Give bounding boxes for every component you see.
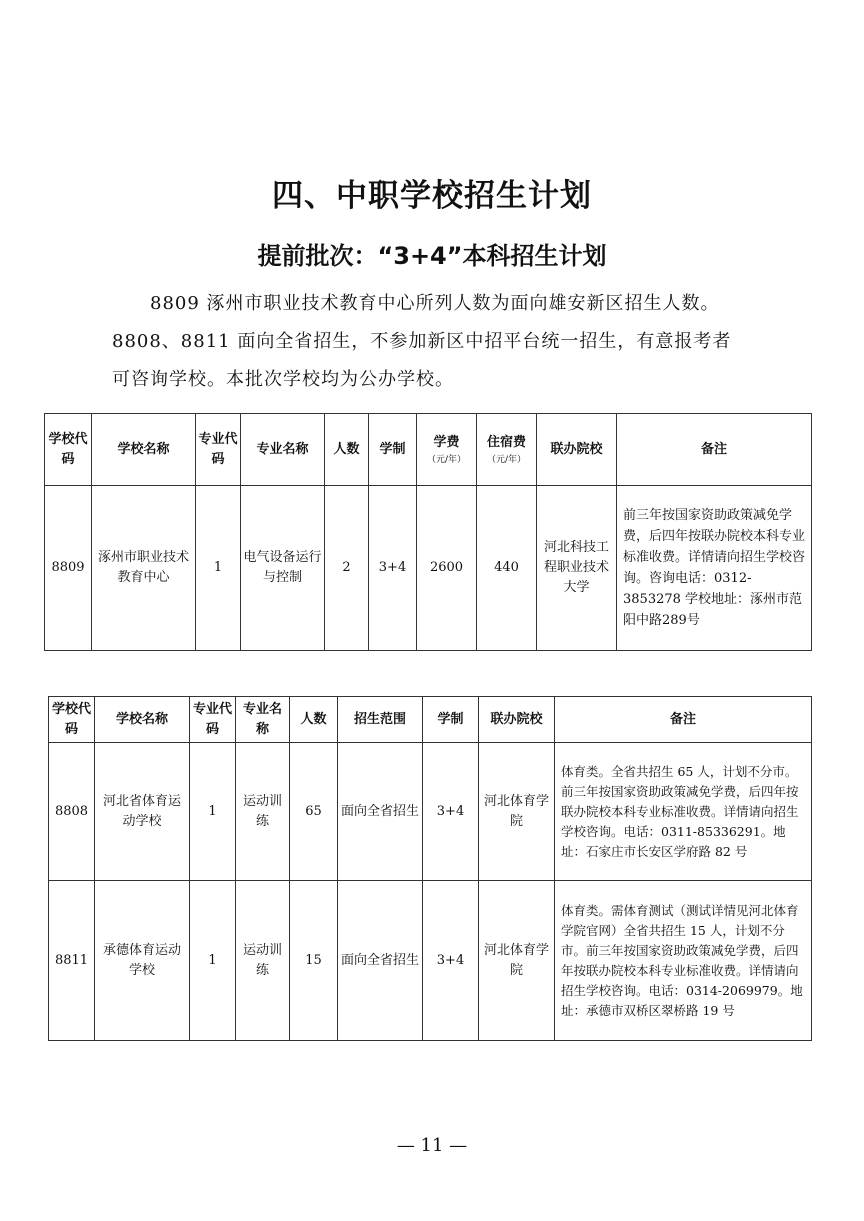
- cell-major-code: 1: [190, 743, 236, 881]
- cell-school-code: 8809: [45, 486, 92, 651]
- cell-partner: 河北体育学院: [479, 881, 555, 1041]
- header-tuition-unit: （元/年）: [426, 454, 467, 465]
- cell-system: 3+4: [369, 486, 417, 651]
- enrollment-table-2: [48, 696, 812, 1041]
- cell-count: 65: [290, 743, 338, 881]
- table-row: [45, 486, 812, 651]
- cell-scope: 面向全省招生: [338, 743, 423, 881]
- cell-note: 体育类。全省共招生 65 人，计划不分市。前三年按国家资助政策减免学费，后四年按联办院校本科专业标准收费。详情请向招生学校咨询。电话：0311-85336291。地址：石家庄市长安区学府路 82 号: [555, 743, 812, 881]
- header-partner: 联办院校: [479, 697, 555, 743]
- header-major-name: 专业名称: [236, 697, 290, 743]
- cell-system: 3+4: [423, 881, 479, 1041]
- cell-count: 15: [290, 881, 338, 1041]
- header-note: 备注: [555, 697, 812, 743]
- intro-line-3: 可咨询学校。本批次学校均为公办学校。: [112, 369, 454, 390]
- header-scope: 招生范围: [338, 697, 423, 743]
- table-header-row: [49, 697, 812, 743]
- table-row: [49, 881, 812, 1041]
- header-lodging-unit: （元/年）: [486, 454, 527, 465]
- header-note: 备注: [617, 414, 812, 486]
- header-school-name: 学校名称: [92, 414, 196, 486]
- header-school-name: 学校名称: [95, 697, 190, 743]
- cell-major-name: 电气设备运行与控制: [241, 486, 325, 651]
- cell-partner: 河北体育学院: [479, 743, 555, 881]
- cell-school-name: 涿州市职业技术教育中心: [92, 486, 196, 651]
- cell-scope: 面向全省招生: [338, 881, 423, 1041]
- header-count: 人数: [325, 414, 369, 486]
- intro-line-2: 8808、8811 面向全省招生，不参加新区中招平台统一招生，有意报考者: [112, 331, 732, 352]
- intro-text: [112, 285, 772, 399]
- table-header-row: [45, 414, 812, 486]
- cell-count: 2: [325, 486, 369, 651]
- header-partner: 联办院校: [537, 414, 617, 486]
- cell-note: 前三年按国家资助政策减免学费，后四年按联办院校本科专业标准收费。详情请向招生学校咨询。咨询电话：0312-3853278 学校地址：涿州市范阳中路289号: [617, 486, 812, 651]
- header-major-name: 专业名称: [241, 414, 325, 486]
- cell-school-code: 8811: [49, 881, 95, 1041]
- section-subtitle: 提前批次：“3+4”本科招生计划: [257, 242, 607, 270]
- cell-school-code: 8808: [49, 743, 95, 881]
- header-system: 学制: [369, 414, 417, 486]
- header-lodging-label: 住宿费: [486, 434, 526, 450]
- header-count: 人数: [290, 697, 338, 743]
- cell-school-name: 河北省体育运动学校: [95, 743, 190, 881]
- header-school-code: 学校代码: [49, 697, 95, 743]
- table-row: [49, 743, 812, 881]
- intro-line-1: 8809 涿州市职业技术教育中心所列人数为面向雄安新区招生人数。: [150, 293, 720, 314]
- header-major-code: 专业代码: [190, 697, 236, 743]
- enrollment-table-1: [44, 413, 812, 651]
- cell-major-name: 运动训练: [236, 881, 290, 1041]
- header-tuition: [417, 414, 477, 486]
- cell-lodging: 440: [477, 486, 537, 651]
- page-number: — 11 —: [396, 1135, 468, 1156]
- header-major-code: 专业代码: [196, 414, 241, 486]
- cell-note: 体育类。需体育测试（测试详情见河北体育学院官网）全省共招生 15 人，计划不分市。前三年按国家资助政策减免学费，后四年按联办院校本科专业标准收费。详情请向招生学校咨询。电话：0314-2069979。地址：承德市双桥区翠桥路 19 号: [555, 881, 812, 1041]
- cell-tuition: 2600: [417, 486, 477, 651]
- cell-school-name: 承德体育运动学校: [95, 881, 190, 1041]
- cell-system: 3+4: [423, 743, 479, 881]
- header-school-code: 学校代码: [45, 414, 92, 486]
- cell-major-code: 1: [196, 486, 241, 651]
- page-title: 四、中职学校招生计划: [272, 178, 592, 214]
- cell-major-name: 运动训练: [236, 743, 290, 881]
- header-tuition-label: 学费: [433, 434, 460, 450]
- cell-major-code: 1: [190, 881, 236, 1041]
- header-lodging: [477, 414, 537, 486]
- cell-partner: 河北科技工程职业技术大学: [537, 486, 617, 651]
- header-system: 学制: [423, 697, 479, 743]
